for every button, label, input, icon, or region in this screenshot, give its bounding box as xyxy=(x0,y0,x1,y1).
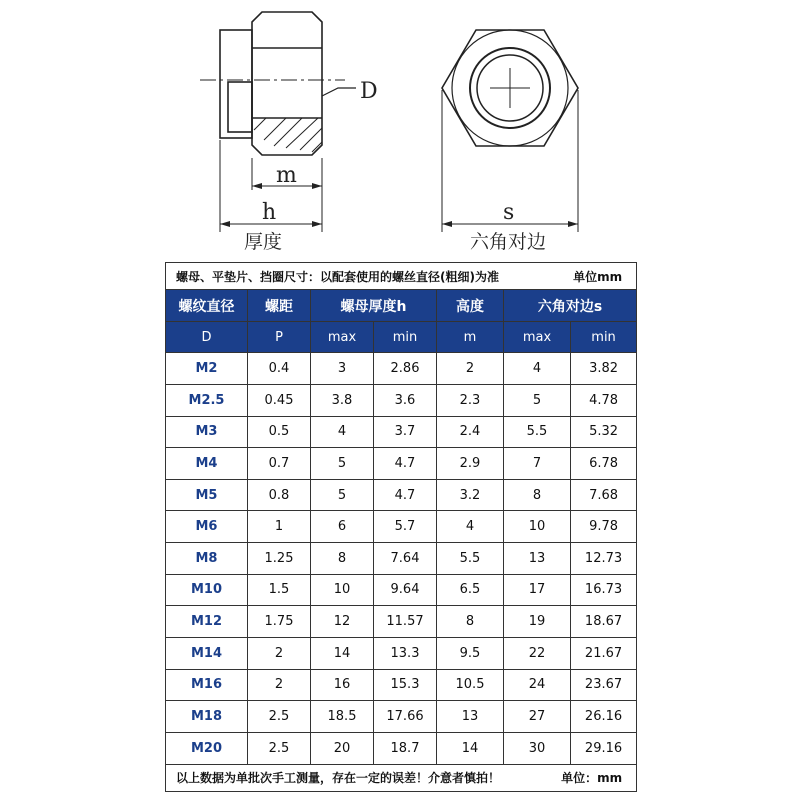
table-cell: 30 xyxy=(504,732,571,764)
nut-technical-drawing xyxy=(0,0,800,262)
table-cell: 14 xyxy=(437,732,504,764)
table-cell: M6 xyxy=(166,511,248,543)
table-cell: 23.67 xyxy=(571,669,637,701)
table-cell: 1.75 xyxy=(248,606,311,638)
table-cell: 5 xyxy=(311,448,374,480)
table-cell: 12.73 xyxy=(571,543,637,575)
table-cell: 2.9 xyxy=(437,448,504,480)
table-cell: 4.7 xyxy=(374,479,437,511)
table-row xyxy=(166,416,637,448)
table-row xyxy=(166,479,637,511)
table-cell: 5.5 xyxy=(504,416,571,448)
table-cell: 3.6 xyxy=(374,384,437,416)
header-height: 高度 xyxy=(437,290,504,321)
table-row xyxy=(166,669,637,701)
table-cell: M5 xyxy=(166,479,248,511)
subheader-hex-max: max xyxy=(504,321,571,352)
table-cell: 18.7 xyxy=(374,732,437,764)
table-cell: 0.8 xyxy=(248,479,311,511)
table-cell: 11.57 xyxy=(374,606,437,638)
table-notice-row xyxy=(166,263,637,290)
subheader-pitch: P xyxy=(248,321,311,352)
table-cell: 26.16 xyxy=(571,701,637,733)
header-pitch: 螺距 xyxy=(248,290,311,321)
table-cell: 5 xyxy=(311,479,374,511)
nut-spec-table xyxy=(165,262,637,792)
notice-unit: 单位mm xyxy=(573,269,623,284)
caption-thickness: 厚度 xyxy=(244,231,283,253)
table-row xyxy=(166,511,637,543)
table-cell: M4 xyxy=(166,448,248,480)
table-cell: 2 xyxy=(437,353,504,385)
table-cell: 24 xyxy=(504,669,571,701)
table-cell: M20 xyxy=(166,732,248,764)
nut-side-insert xyxy=(228,82,252,132)
table-cell: 4 xyxy=(311,416,374,448)
table-cell: 22 xyxy=(504,637,571,669)
table-cell: 8 xyxy=(504,479,571,511)
table-cell: 0.7 xyxy=(248,448,311,480)
table-cell: 13 xyxy=(504,543,571,575)
notice-text: 螺母、平垫片、挡圈尺寸：以配套使用的螺丝直径(粗细)为准 xyxy=(176,269,499,284)
table-cell: 5 xyxy=(504,384,571,416)
table-cell: 3.7 xyxy=(374,416,437,448)
table-subheader-row xyxy=(166,321,637,352)
hatched-section xyxy=(254,118,322,152)
table-notice xyxy=(166,263,637,290)
table-cell: 2 xyxy=(248,669,311,701)
table-cell: M18 xyxy=(166,701,248,733)
table-cell: 9.64 xyxy=(374,574,437,606)
table-cell: 19 xyxy=(504,606,571,638)
table-cell: 8 xyxy=(437,606,504,638)
table-cell: 9.78 xyxy=(571,511,637,543)
table-cell: M16 xyxy=(166,669,248,701)
table-cell: 4.78 xyxy=(571,384,637,416)
subheader-thick-min: min xyxy=(374,321,437,352)
subheader-hex-min: min xyxy=(571,321,637,352)
table-cell: M2 xyxy=(166,353,248,385)
table-cell: 16 xyxy=(311,669,374,701)
table-cell: 2.4 xyxy=(437,416,504,448)
table-cell: 6.5 xyxy=(437,574,504,606)
table-cell: 29.16 xyxy=(571,732,637,764)
table-cell: 1.25 xyxy=(248,543,311,575)
table-cell: 2.3 xyxy=(437,384,504,416)
nut-side-collar xyxy=(220,30,252,138)
table-cell: 18.5 xyxy=(311,701,374,733)
table-cell: 7.64 xyxy=(374,543,437,575)
table-cell: 2.5 xyxy=(248,701,311,733)
table-cell: 5.7 xyxy=(374,511,437,543)
table-row xyxy=(166,732,637,764)
table-row xyxy=(166,637,637,669)
table-cell: 3.8 xyxy=(311,384,374,416)
table-cell: 6 xyxy=(311,511,374,543)
table-cell: 5.32 xyxy=(571,416,637,448)
table-cell: 1.5 xyxy=(248,574,311,606)
table-cell: 17 xyxy=(504,574,571,606)
table-cell: 2 xyxy=(248,637,311,669)
table-row xyxy=(166,543,637,575)
table-cell: 16.73 xyxy=(571,574,637,606)
table-cell: 3.2 xyxy=(437,479,504,511)
subheader-thread: D xyxy=(166,321,248,352)
table-cell: 10.5 xyxy=(437,669,504,701)
table-cell: 3.82 xyxy=(571,353,637,385)
subheader-thick-max: max xyxy=(311,321,374,352)
table-footer-row xyxy=(166,764,637,791)
table-cell: 18.67 xyxy=(571,606,637,638)
table-cell: 1 xyxy=(248,511,311,543)
table-cell: 7 xyxy=(504,448,571,480)
table-cell: 27 xyxy=(504,701,571,733)
table-header-row xyxy=(166,290,637,321)
footer-text: 以上数据为单批次手工测量，存在一定的误差！介意者慎拍！ xyxy=(176,771,501,786)
table-cell: M8 xyxy=(166,543,248,575)
table-cell: M3 xyxy=(166,416,248,448)
table-cell: 17.66 xyxy=(374,701,437,733)
table-cell: 20 xyxy=(311,732,374,764)
table-cell: 12 xyxy=(311,606,374,638)
table-cell: 2.86 xyxy=(374,353,437,385)
header-thickness: 螺母厚度h xyxy=(311,290,437,321)
label-m: m xyxy=(276,163,297,188)
label-h: h xyxy=(262,200,277,225)
table-cell: M10 xyxy=(166,574,248,606)
table-cell: 4.7 xyxy=(374,448,437,480)
table-row xyxy=(166,606,637,638)
table-cell: 7.68 xyxy=(571,479,637,511)
table-cell: 10 xyxy=(311,574,374,606)
table-cell: 21.67 xyxy=(571,637,637,669)
table-cell: 3 xyxy=(311,353,374,385)
subheader-height: m xyxy=(437,321,504,352)
caption-hex-across-flats: 六角对边 xyxy=(470,231,547,253)
table-cell: 14 xyxy=(311,637,374,669)
table-footer xyxy=(166,764,637,791)
header-hex: 六角对边s xyxy=(504,290,637,321)
table-row xyxy=(166,574,637,606)
table-cell: 0.45 xyxy=(248,384,311,416)
table-cell: 5.5 xyxy=(437,543,504,575)
table-row xyxy=(166,701,637,733)
label-s: s xyxy=(503,200,515,225)
label-d: D xyxy=(360,79,378,104)
table-cell: 0.4 xyxy=(248,353,311,385)
table-cell: 13 xyxy=(437,701,504,733)
table-cell: 15.3 xyxy=(374,669,437,701)
table-row xyxy=(166,353,637,385)
table-cell: 2.5 xyxy=(248,732,311,764)
table-row xyxy=(166,448,637,480)
table-cell: M14 xyxy=(166,637,248,669)
table-cell: 0.5 xyxy=(248,416,311,448)
table-cell: 6.78 xyxy=(571,448,637,480)
footer-unit: 单位：mm xyxy=(561,771,623,786)
table-row xyxy=(166,384,637,416)
header-thread: 螺纹直径 xyxy=(166,290,248,321)
table-cell: 8 xyxy=(311,543,374,575)
table-cell: 13.3 xyxy=(374,637,437,669)
table-cell: 9.5 xyxy=(437,637,504,669)
table-cell: M2.5 xyxy=(166,384,248,416)
table-cell: 10 xyxy=(504,511,571,543)
table-cell: M12 xyxy=(166,606,248,638)
table-body xyxy=(166,353,637,764)
table-cell: 4 xyxy=(437,511,504,543)
table-cell: 4 xyxy=(504,353,571,385)
